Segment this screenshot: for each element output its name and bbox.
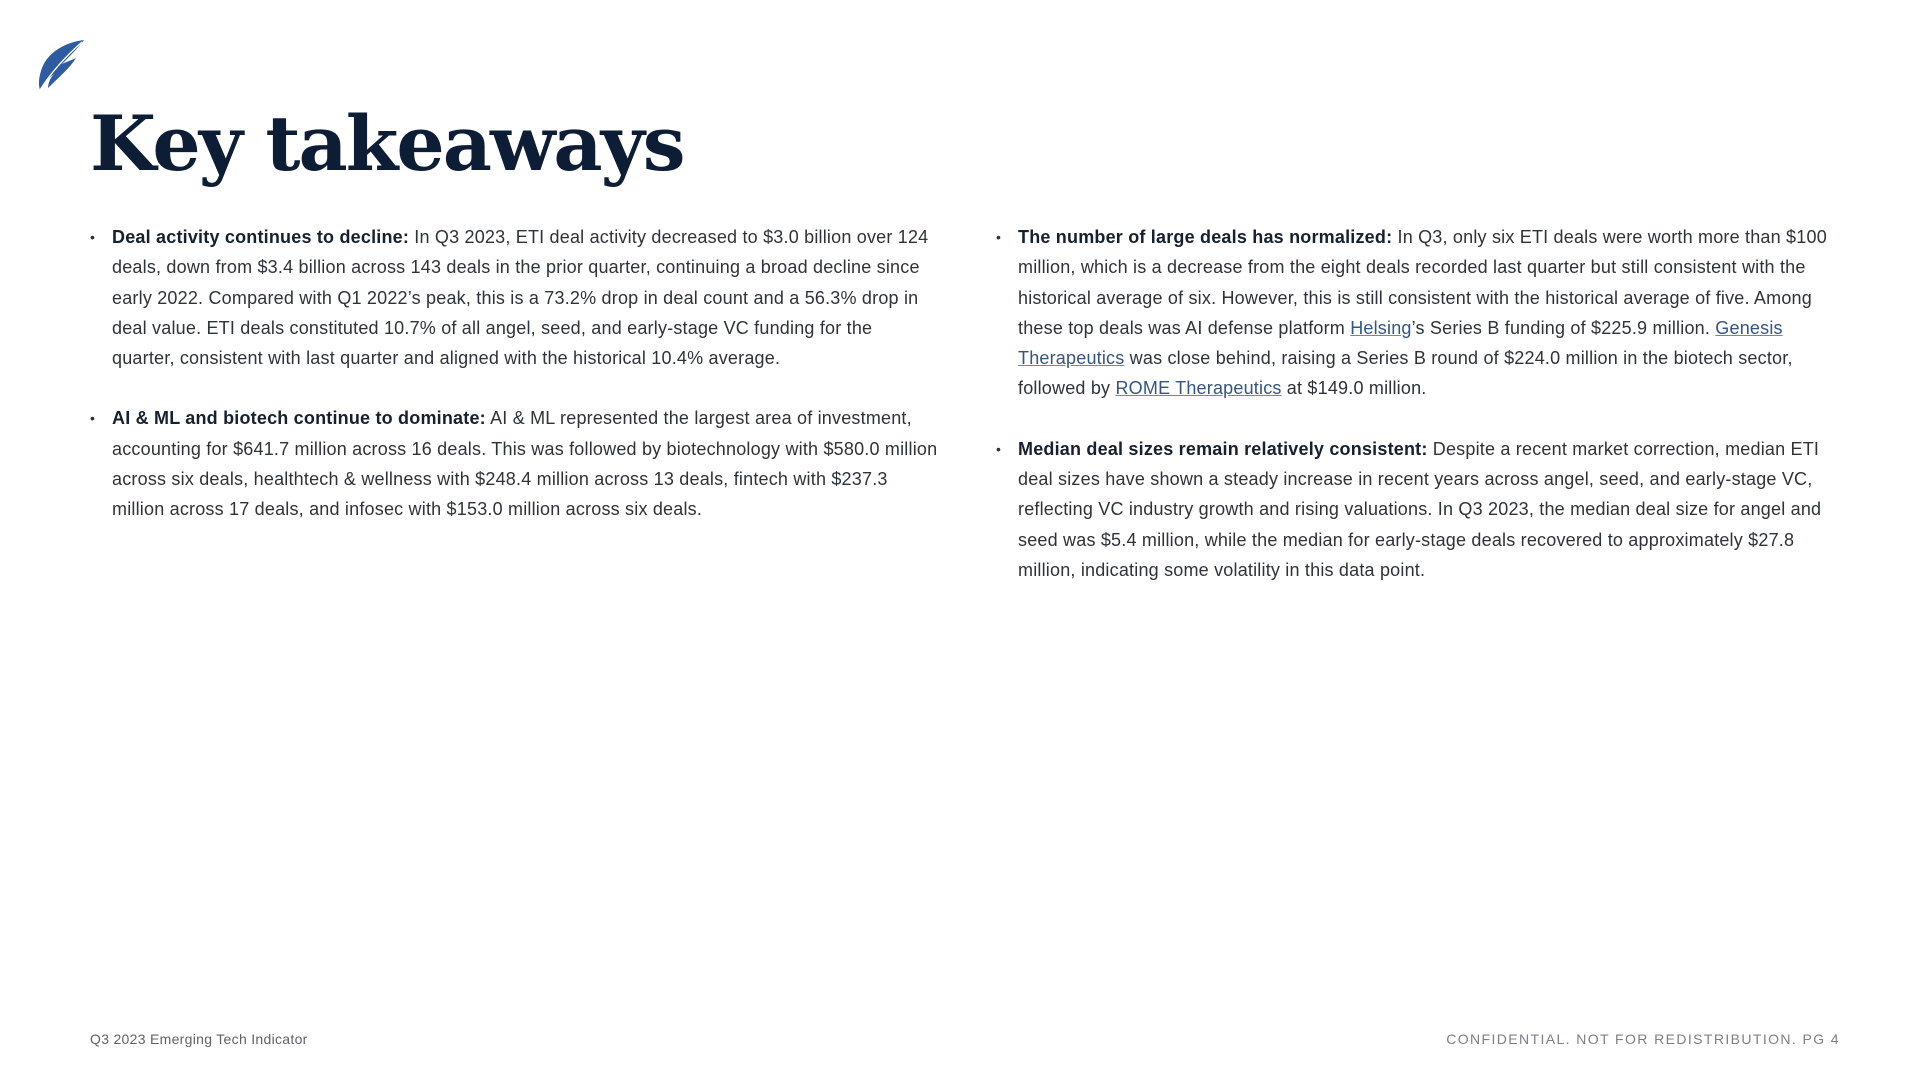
takeaway-text: ’s Series B funding of $225.9 million. <box>1411 317 1716 338</box>
right-column <box>996 222 1846 615</box>
rome-therapeutics-link[interactable]: ROME Therapeutics <box>1115 378 1282 399</box>
takeaway-text: at $149.0 million. <box>1281 378 1427 399</box>
takeaway-text: AI & ML represented the largest area of investment, accounting for $641.7 million across 16 deals. This was followed by biotechnology with $580.0 million across six deals, healthtech & wellness with $248.4 million across 13 deals, fintech with $237.3 million across 17 deals, and infosec with $153.0 million across six deals. <box>112 408 938 520</box>
takeaway-lead: Median deal sizes remain relatively consistent: <box>1018 438 1428 459</box>
takeaway-lead: AI & ML and biotech continue to dominate: <box>112 408 486 429</box>
takeaway-ai-ml-biotech <box>90 403 940 524</box>
page-title: Key takeaways <box>90 99 684 188</box>
helsing-link[interactable]: Helsing <box>1350 317 1412 338</box>
takeaway-lead: Deal activity continues to decline: <box>112 227 410 247</box>
takeaway-text: In Q3, only six ETI deals were worth more than $100 million, which is a decrease from the eight deals recorded last quarter but still consistent with the historical average of six. However, this is still consistent with the historical average of five. Among these top deals was AI defense platform <box>1018 227 1827 338</box>
takeaway-deal-activity <box>90 222 940 373</box>
takeaway-text: In Q3 2023, ETI deal activity decreased to $3.0 billion over 124 deals, down from $3.4 billion across 143 deals in the prior quarter, continuing a broad decline since early 2022. Compared with Q1 2022’s peak, this is a 73.2% drop in deal count and a 56.3% drop in deal value. ETI deals constituted 10.7% of all angel, seed, and early-stage VC funding for the quarter, consistent with last quarter and aligned with the historical 10.4% average. <box>112 227 929 369</box>
takeaway-median-deal-sizes <box>996 434 1846 585</box>
takeaway-text: was close behind, raising a Series B round of $224.0 million in the biotech sector, followed by <box>1018 348 1793 399</box>
left-column <box>90 222 940 555</box>
footer-report-name: Q3 2023 Emerging Tech Indicator <box>90 1031 308 1047</box>
takeaway-large-deals <box>996 222 1846 404</box>
footer-confidential-page: CONFIDENTIAL. NOT FOR REDISTRIBUTION. PG 4 <box>1446 1031 1840 1047</box>
takeaway-lead: The number of large deals has normalized: <box>1018 227 1393 247</box>
feather-icon <box>36 38 86 92</box>
genesis-therapeutics-link[interactable]: Genesis Therapeutics <box>1018 317 1783 369</box>
takeaway-text: Despite a recent market correction, median ETI deal sizes have shown a steady increase in recent years across angel, seed, and early-stage VC, reflecting VC industry growth and rising valuations. In Q3 2023, the median deal size for angel and seed was $5.4 million, while the median for early-stage deals recovered to approximately $27.8 million, indicating some volatility in this data point. <box>1018 438 1822 580</box>
